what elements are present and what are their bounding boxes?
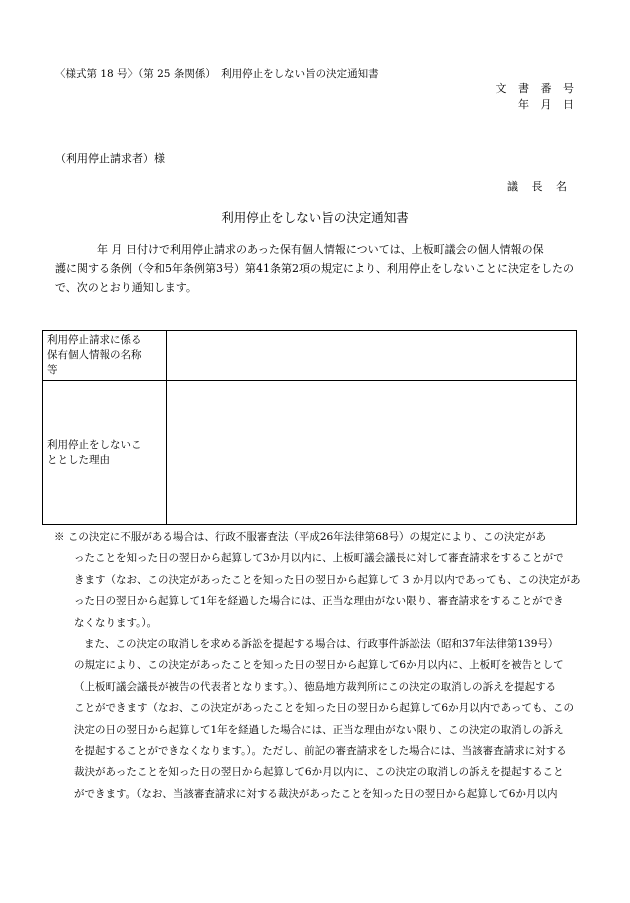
intro-paragraph [55, 240, 580, 297]
note-line: きます（なお、この決定があったことを知った日の翌日から起算して 3 か月以内であっても、この決定があ [74, 573, 581, 586]
note-line: なくなります。）。 [74, 616, 158, 629]
row2-label [43, 381, 167, 525]
note-line: ことができます（なお、この決定があったことを知った日の翌日から起算して6か月以内であっても、この [74, 702, 574, 715]
row1-label-line: 利用停止請求に係る [47, 334, 142, 346]
note-line: の規定により、この決定があったことを知った日の翌日から起算して6か月以内に、上板町を被告として [74, 659, 564, 672]
document-number: 文 書 番 号 [495, 82, 578, 95]
row2-label-line: ととした理由 [47, 453, 110, 466]
row2-value [167, 381, 577, 525]
table-row [43, 331, 577, 381]
intro-line: で、次のとおり通知します。 [55, 281, 197, 294]
row1-label [43, 331, 167, 381]
document-date: 年 月 日 [518, 98, 578, 111]
note-line: 裁決があったことを知った日の翌日から起算して6か月以内に、この決定の取消しの訴えを提起すること [74, 766, 564, 779]
notes-section [54, 527, 582, 805]
intro-line: 護に関する条例（令和5年条例第3号）第41条第2項の規定により、利用停止をしないことに決定をしたの [55, 262, 574, 275]
note-line: 決定の日の翌日から起算して1年を経過した場合には、正当な理由がない限り、この決定の取消しの訴え [74, 723, 564, 736]
form-label: 〈様式第 18 号〉（第 25 条関係） 利用停止をしない旨の決定通知書 [55, 68, 379, 80]
row1-label-line: 保有個人情報の名称 [47, 349, 142, 361]
note-line: ったことを知った日の翌日から起算して3か月以内に、上板町議会議長に対して審査請求をすることがで [74, 552, 564, 565]
row1-value [167, 331, 577, 381]
note-line: った日の翌日から起算して1年を経過した場合には、正当な理由がない限り、審査請求をすることができ [74, 595, 564, 608]
note-line: また、この決定の取消しを求める訴訟を提起する場合は、行政事件訴訟法（昭和37年法律第139号） [84, 638, 559, 651]
intro-line: 年 月 日付けで利用停止請求のあった保有個人情報については、上板町議会の個人情報の保 [97, 243, 544, 256]
note-line: ができます。（なお、当該審査請求に対する裁決があったことを知った日の翌日から起算して6か月以内 [74, 787, 558, 800]
chairperson-name: 議 長 名 [507, 180, 572, 193]
info-table [42, 330, 577, 525]
document-title: 利用停止をしない旨の決定通知書 [221, 210, 409, 225]
note-line: を提起することができなくなります。）。ただし、前記の審査請求をした場合には、当該審査請求に対する [74, 745, 567, 758]
table-row [43, 381, 577, 525]
note-line: （上板町議会議長が被告の代表者となります。）、徳島地方裁判所にこの決定の取消しの訴えを提起する [74, 680, 557, 693]
row2-label-line: 利用停止をしないこ [47, 438, 142, 451]
addressee: （利用停止請求者）様 [55, 152, 165, 165]
row1-label-line: 等 [47, 364, 58, 376]
note-line: ※ この決定に不服がある場合は、行政不服審査法（平成26年法律第68号）の規定により、この決定があ [54, 531, 547, 543]
